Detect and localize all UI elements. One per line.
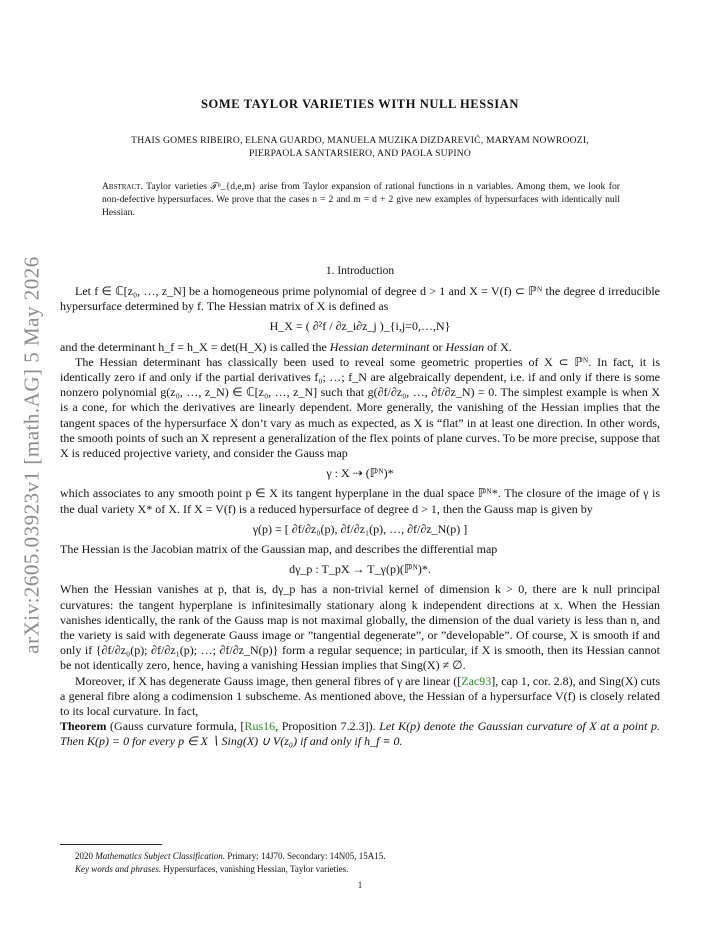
paragraph-6: When the Hessian vanishes at p, that is, dγ_p has a non-trivial kernel of dimension k > 0, there are k null principal curvatures: the tangent hyperplane is infinitesimally stationary along k independent directions at x. When the Hessian vanishes identically, the rank of the Gauss map is not maximal globally, the dimension of the dual variety is less than n, and the variety is said with degenerate Gauss image or ”tangential degenerate”, or ”developable”. Of course, X is smooth if and only if {∂f/∂z₀(p); ∂f/∂z₁(p); …; ∂f/∂z_N(p)} form a regular sequence; in particular, if X is smooth, then its Hessian cannot be not identically zero, hence, having a vanishing Hessian implies that Sing(X) ≠ ∅.	[60, 582, 660, 673]
arxiv-side-stamp: arXiv:2605.03923v1 [math.AG] 5 May 2026	[19, 256, 44, 654]
equation-gauss-map-formula: γ(p) = [ ∂f/∂z₀(p), ∂f/∂z₁(p), …, ∂f/∂z_N(p) ]	[252, 521, 468, 536]
theorem: Theorem (Gauss curvature formula, [Rus16, Proposition 7.2.3]). Let K(p) denote the Gaussian curvature of X at a point p. Then K(p) = 0 for every p ∈ X ∖ Sing(X) ∪ V(z₀) if and only if h_f ≡ 0.	[60, 719, 660, 749]
paragraph-4: which associates to any smooth point p ∈ X its tangent hyperplane in the dual space ℙᴺ*. The closure of the image of γ is the dual variety X* of X. If X = V(f) is a reduced hypersurface of degree d > 1, then the Gauss map is given by	[60, 486, 660, 516]
equation-differential: dγ_p : T_pX → T_γ(p)(ℙᴺ)*.	[289, 562, 431, 577]
page-number: 1	[357, 880, 363, 890]
section-heading: 1. Introduction	[325, 265, 395, 277]
footnote-msc: 2020 Mathematics Subject Classification. Primary: 14J70. Secondary: 14N05, 15A15.	[75, 851, 386, 861]
abstract-text: Taylor varieties 𝒯ⁿ_{d,e,m} arise from Taylor expansion of rational functions in n variables. Among them, we look for non-defective hypersurfaces. We prove that the cases n = 2 and m = d + 2 give new examples of hypersurfaces with identically null Hessian.	[102, 181, 620, 218]
footnote-keywords: Key words and phrases. Hypersurfaces, vanishing Hessian, Taylor varieties.	[75, 864, 349, 874]
footnotes	[75, 850, 660, 876]
author-list	[80, 134, 640, 160]
equation-gauss-map: γ : X ⇢ (ℙᴺ)*	[326, 466, 394, 481]
citation-link[interactable]: Rus16	[244, 719, 276, 734]
abstract	[102, 181, 620, 219]
authors-line-2: PIERPAOLA SANTARSIERO, AND PAOLA SUPINO	[249, 148, 471, 159]
paragraph-7: Moreover, if X has degenerate Gauss image, then general fibres of γ are linear ([Zac93], cap 1, cor. 2.8), and Sing(X) cuts a general fibre along a codimension 1 subscheme. As mentioned above, the Hessian of a hypersurface V(f) is closely related to its local curvature. In fact,	[60, 673, 660, 719]
footnote-rule	[60, 844, 162, 845]
body-text	[60, 284, 660, 750]
equation-hessian-matrix: H_X = ( ∂²f / ∂z_i∂z_j )_{i,j=0,…,N}	[269, 319, 451, 334]
paragraph-5: The Hessian is the Jacobian matrix of the Gaussian map, and describes the differential map	[60, 542, 498, 557]
authors-line-1: THAIS GOMES RIBEIRO, ELENA GUARDO, MANUELA MUZIKA DIZDAREVIĆ, MARYAM NOWROOZI,	[131, 135, 589, 146]
citation-link[interactable]: Zac93	[461, 673, 492, 688]
paragraph-1: Let f ∈ ℂ[z₀, …, z_N] be a homogeneous prime polynomial of degree d > 1 and X = V(f) ⊂ ℙᴺ the degree d irreducible hypersurface determined by f. The Hessian matrix of X is defined as	[60, 284, 660, 314]
paragraph-3: The Hessian determinant has classically been used to reveal some geometric properties of X ⊂ ℙᴺ. In fact, it is identically zero if and only if the partial derivatives f₀; …; f_N are algebraically dependent, i.e. if and only if there is some nonzero polynomial g(z₀, …, z_N) ∈ ℂ[z₀, …, z_N] such that g(∂f/∂z₀, …, ∂f/∂z_N) = 0. The simplest example is when X is a cone, for which the derivatives are linearly dependent. More generally, the vanishing of the Hessian implies that the tangent spaces of the hypersurface X don’t vary as much as expected, as X is “flat” in at least one direction. In other words, the smooth points of such an X represent a generalization of the flex points of plane curves. To be more precise, suppose that X is reduced projective variety, and consider the Gauss map	[60, 354, 660, 461]
paragraph-2: and the determinant h_f = h_X = det(H_X) is called the Hessian determinant or Hessian of X.	[60, 339, 512, 354]
abstract-label: Abstract.	[102, 181, 143, 192]
paper-title: SOME TAYLOR VARIETIES WITH NULL HESSIAN	[200, 97, 520, 111]
